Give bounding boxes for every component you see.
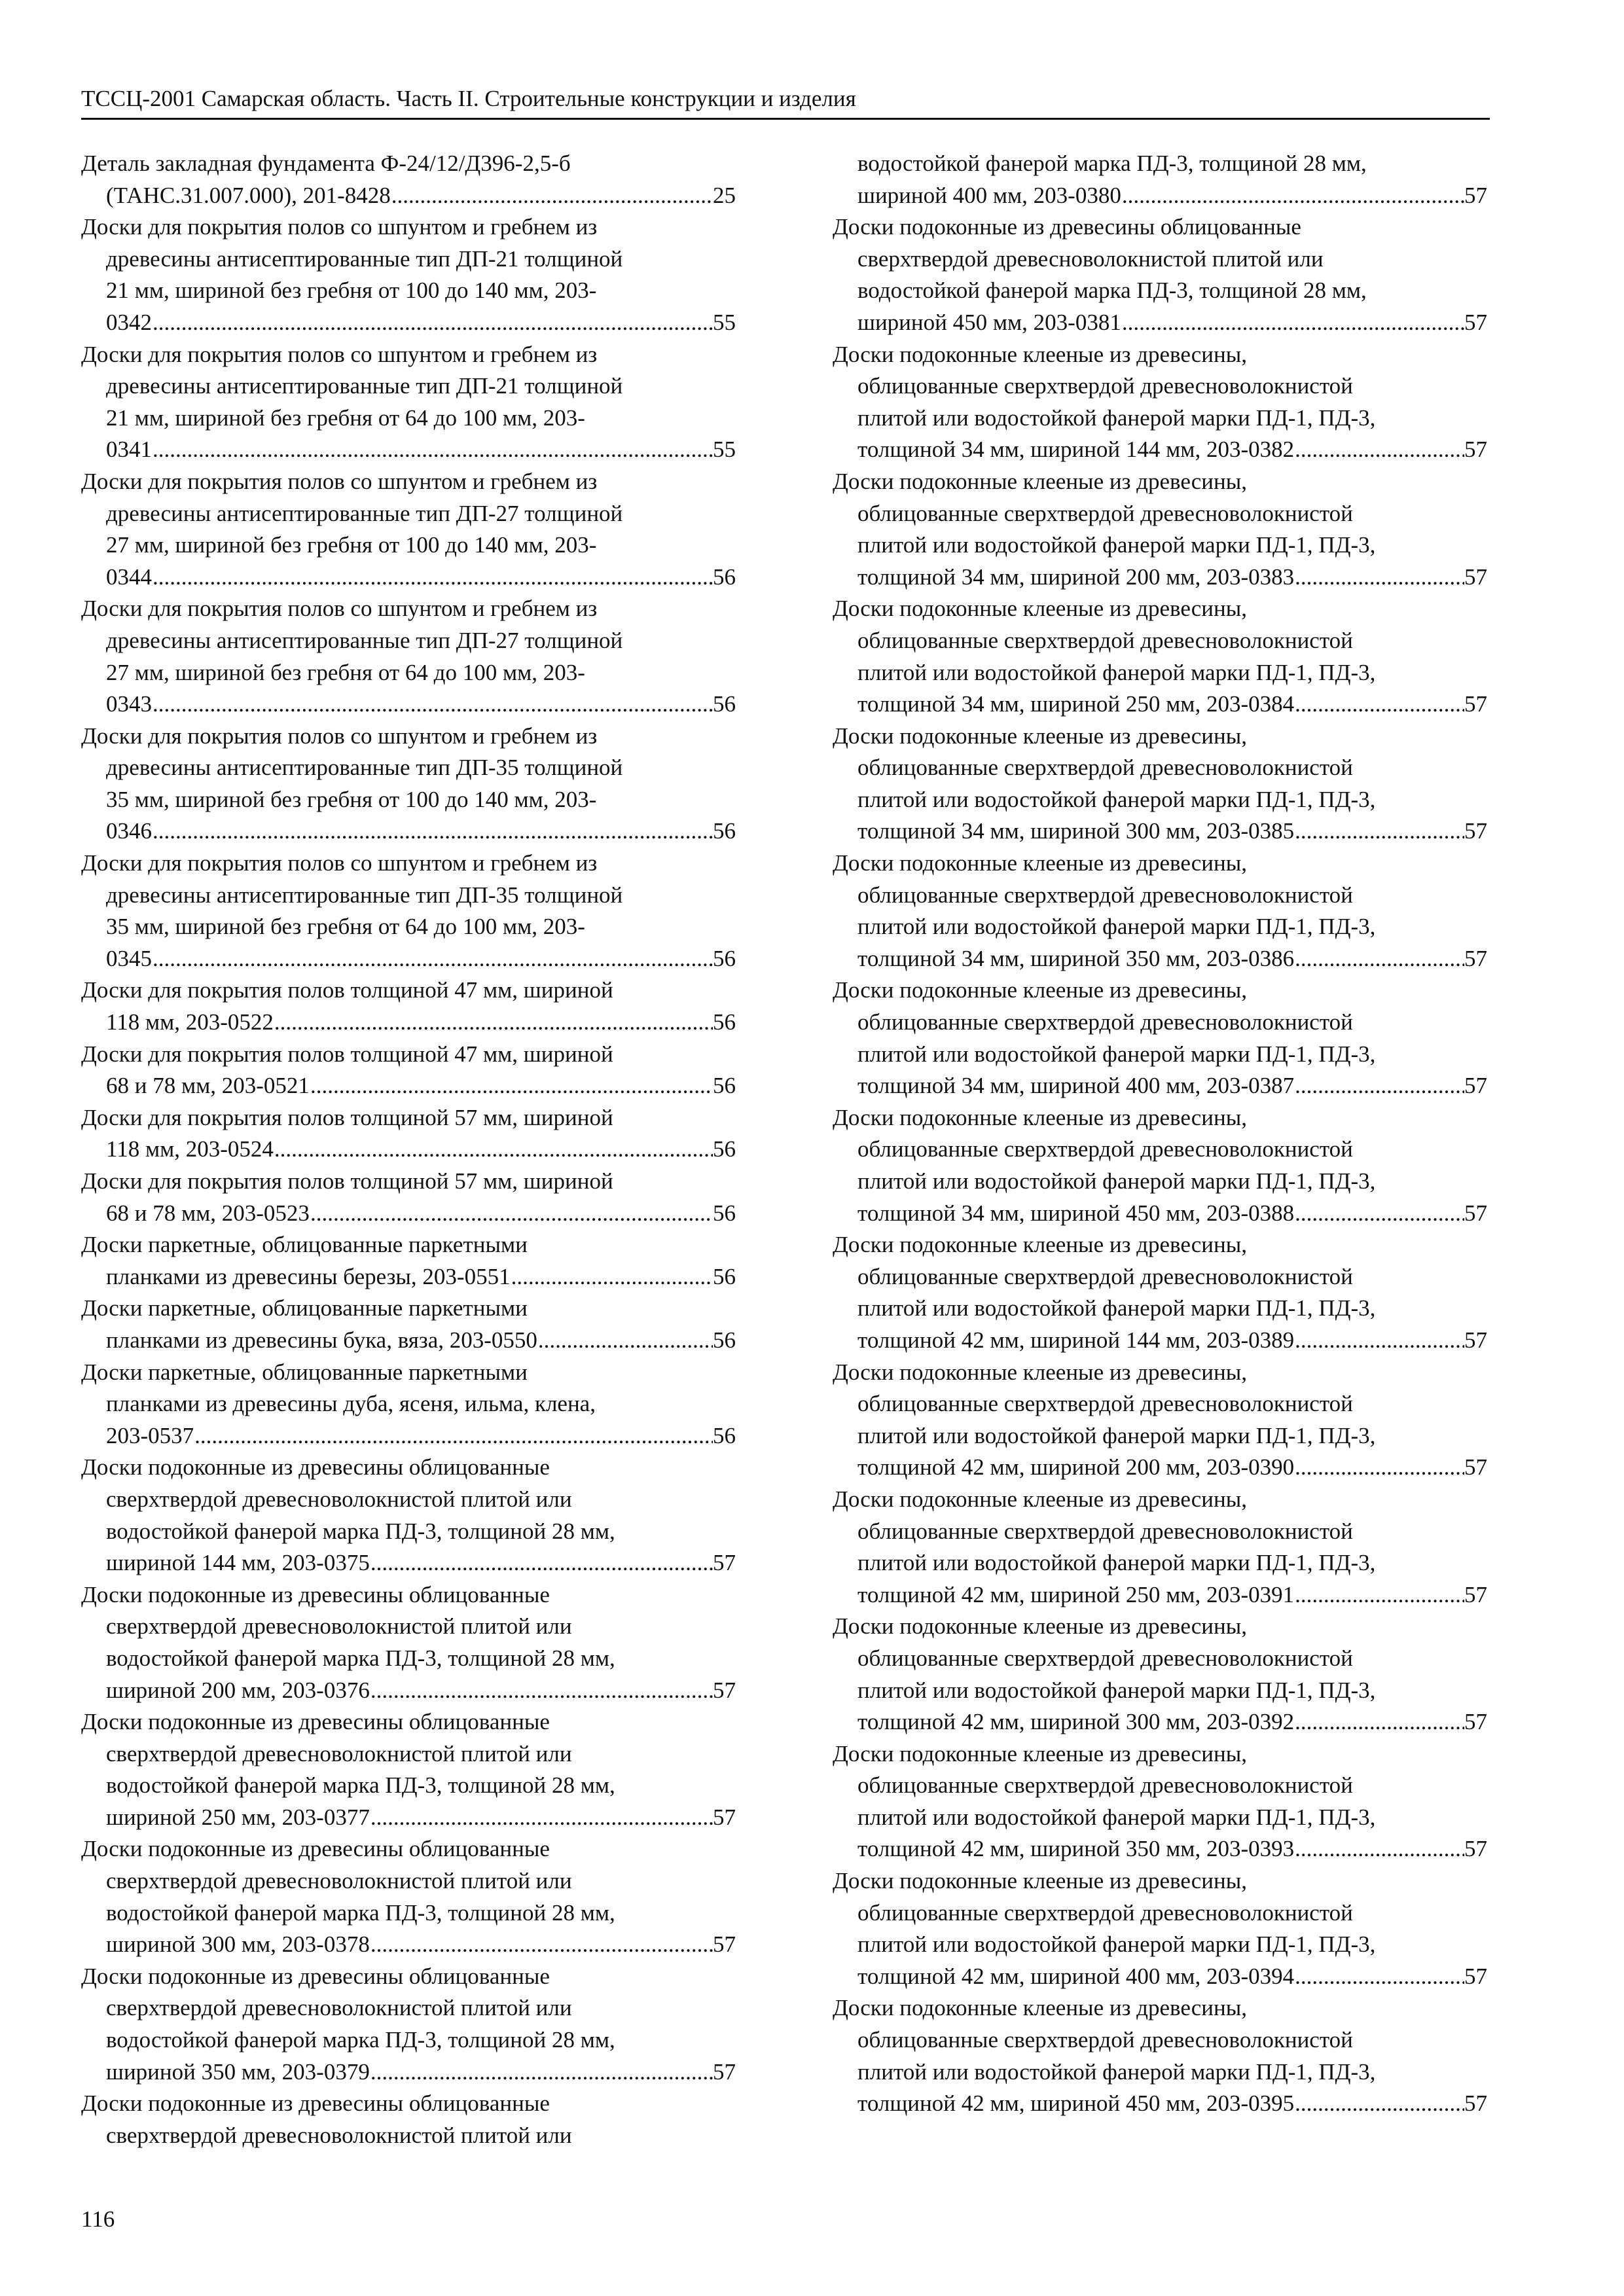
entry-line: Доски для покрытия полов толщиной 57 мм, шириной: [81, 1104, 613, 1130]
entry-line: Доски для покрытия полов со шпунтом и гребнем из: [81, 723, 598, 749]
entry-page-number: 57: [1464, 309, 1487, 335]
entry-page-number: 57: [713, 1931, 736, 1958]
entry-line: Доски подоконные клееные из древесины,: [833, 1104, 1247, 1130]
index-entry: [833, 1611, 1487, 1738]
entry-line: Доски подоконные клееные из древесины,: [833, 596, 1247, 622]
entry-line: плитой или водостойкой фанерой марки ПД-1, ПД-3,: [857, 1295, 1376, 1321]
dot-leader: [370, 1802, 713, 1834]
entry-line: древесины антисептированные тип ДП-35 толщиной: [106, 755, 623, 781]
entry-line: планками из древесины дуба, ясеня, ильма, клена,: [106, 1391, 596, 1417]
entry-line: облицованные сверхтвердой древесноволокнистой: [857, 1136, 1353, 1162]
entry-line: [833, 1579, 1487, 1611]
entry-page-number: 57: [1464, 564, 1487, 590]
entry-line: сверхтвердой древесноволокнистой плитой или: [857, 245, 1324, 272]
index-entry: [81, 1166, 736, 1229]
entry-page-number: 56: [713, 1422, 736, 1448]
entry-text: толщиной 42 мм, шириной 250 мм, 203-0391: [857, 1581, 1295, 1607]
entry-line: Доски подоконные клееные из древесины,: [833, 1740, 1247, 1767]
entry-page-number: 56: [713, 818, 736, 844]
entry-text: толщиной 34 мм, шириной 400 мм, 203-0387: [857, 1073, 1295, 1099]
entry-line: [833, 1070, 1487, 1102]
running-header: ТССЦ-2001 Самарская область. Часть II. Строительные конструкции и изделия: [81, 86, 856, 111]
index-entry: [833, 148, 1487, 211]
entry-line: облицованные сверхтвердой древесноволокнистой: [857, 1899, 1353, 1926]
entry-page-number: 57: [1464, 1709, 1487, 1735]
entry-text: шириной 300 мм, 203-0378: [106, 1931, 370, 1958]
index-entry: [81, 211, 736, 338]
dot-leader: [370, 1547, 713, 1579]
index-entry: [81, 1579, 736, 1706]
dot-leader: [152, 562, 713, 594]
entry-line: [833, 689, 1487, 721]
entry-text: толщиной 34 мм, шириной 350 мм, 203-0386: [857, 945, 1295, 971]
dot-leader: [1294, 1579, 1464, 1611]
entry-line: [81, 1198, 736, 1230]
entry-page-number: 56: [713, 1327, 736, 1353]
entry-page-number: 25: [713, 182, 736, 208]
entry-line: водостойкой фанерой марка ПД-3, толщиной 28 мм,: [106, 1645, 615, 1671]
entry-line: водостойкой фанерой марка ПД-3, толщиной 28 мм,: [106, 1899, 615, 1926]
entry-text: толщиной 34 мм, шириной 200 мм, 203-0383: [857, 564, 1295, 590]
entry-line: облицованные сверхтвердой древесноволокнистой: [857, 1263, 1353, 1289]
entry-line: Доски подоконные из древесины облицованные: [81, 1836, 550, 1862]
page-number: 116: [81, 2206, 115, 2232]
entry-line: Доски подоконные клееные из древесины,: [833, 1232, 1247, 1258]
entry-page-number: 55: [713, 437, 736, 463]
index-entry: [81, 848, 736, 975]
index-entry: [833, 1484, 1487, 1611]
dot-leader: [1294, 1198, 1464, 1230]
entry-line: [833, 1706, 1487, 1738]
entry-line: 35 мм, шириной без гребня от 64 до 100 мм, 203-: [106, 914, 585, 940]
entry-line: Доски подоконные из древесины облицованные: [833, 214, 1301, 240]
index-entry: [81, 1961, 736, 2088]
entry-page-number: 56: [713, 945, 736, 971]
entry-text: 68 и 78 мм, 203-0521: [106, 1073, 310, 1099]
entry-line: плитой или водостойкой фанерой марки ПД-1, ПД-3,: [857, 786, 1376, 812]
dot-leader: [310, 1198, 713, 1230]
index-entry: [81, 1357, 736, 1452]
entry-line: [81, 689, 736, 721]
index-entry: [81, 339, 736, 466]
entry-page-number: 57: [1464, 2090, 1487, 2117]
index-entry: [833, 1229, 1487, 1356]
entry-line: облицованные сверхтвердой древесноволокнистой: [857, 1772, 1353, 1799]
index-entry: [833, 721, 1487, 848]
entry-text: планками из древесины березы, 203-0551: [106, 1263, 511, 1289]
entry-page-number: 57: [1464, 1581, 1487, 1607]
entry-text: 0344: [106, 564, 152, 590]
index-entry: [81, 148, 736, 211]
entry-line: древесины антисептированные тип ДП-27 толщиной: [106, 627, 623, 653]
entry-line: Доски для покрытия полов со шпунтом и гребнем из: [81, 468, 598, 494]
dot-leader: [1121, 180, 1464, 212]
entry-line: сверхтвердой древесноволокнистой плитой или: [106, 1995, 572, 2021]
index-entry: [833, 466, 1487, 593]
entry-text: толщиной 42 мм, шириной 300 мм, 203-0392: [857, 1709, 1295, 1735]
entry-line: древесины антисептированные тип ДП-21 толщиной: [106, 245, 623, 272]
entry-line: Деталь закладная фундамента Ф-24/12/Д396-2,5-б: [81, 151, 571, 176]
entry-line: водостойкой фанерой марка ПД-3, толщиной 28 мм,: [106, 1772, 615, 1799]
entry-line: Доски подоконные клееные из древесины,: [833, 468, 1247, 494]
entry-text: 118 мм, 203-0522: [106, 1009, 274, 1035]
entry-text: 0346: [106, 818, 152, 844]
entry-page-number: 57: [713, 1804, 736, 1830]
entry-line: водостойкой фанерой марка ПД-3, толщиной 28 мм,: [106, 2027, 615, 2053]
entry-line: [833, 307, 1487, 339]
dot-leader: [1294, 1452, 1464, 1484]
entry-line: облицованные сверхтвердой древесноволокнистой: [857, 2027, 1353, 2053]
dot-leader: [1294, 1706, 1464, 1738]
entry-text: 68 и 78 мм, 203-0523: [106, 1200, 310, 1226]
entry-line: сверхтвердой древесноволокнистой плитой или: [106, 1868, 572, 1894]
entry-line: [833, 2088, 1487, 2120]
entry-page-number: 56: [713, 564, 736, 590]
entry-line: Доски подоконные клееные из древесины,: [833, 341, 1247, 367]
entry-text: 118 мм, 203-0524: [106, 1136, 274, 1162]
entry-page-number: 57: [1464, 818, 1487, 844]
entry-text: шириной 350 мм, 203-0379: [106, 2058, 370, 2085]
dot-leader: [1121, 307, 1464, 339]
entry-page-number: 56: [713, 691, 736, 717]
entry-text: (ТАНС.31.007.000), 201-8428: [106, 182, 391, 208]
entry-line: Доски для покрытия полов толщиной 47 мм, шириной: [81, 1041, 613, 1067]
index-entry: [81, 1102, 736, 1166]
entry-page-number: 57: [1464, 1963, 1487, 1989]
dot-leader: [1294, 1325, 1464, 1357]
dot-leader: [1294, 434, 1464, 466]
entry-text: толщиной 34 мм, шириной 144 мм, 203-0382: [857, 437, 1295, 463]
dot-leader: [370, 1929, 713, 1961]
entry-text: планками из древесины бука, вяза, 203-0550: [106, 1327, 537, 1353]
entry-line: [81, 307, 736, 339]
index-entry: [81, 593, 736, 720]
entry-page-number: 56: [713, 1263, 736, 1289]
entry-line: [833, 180, 1487, 212]
entry-page-number: 56: [713, 1009, 736, 1035]
entry-line: сверхтвердой древесноволокнистой плитой или: [106, 2122, 572, 2148]
dot-leader: [511, 1261, 713, 1293]
entry-line: сверхтвердой древесноволокнистой плитой или: [106, 1486, 572, 1512]
header-rule: [81, 118, 1490, 120]
entry-line: Доски подоконные клееные из древесины,: [833, 1868, 1247, 1894]
index-entry: [833, 1102, 1487, 1229]
entry-line: облицованные сверхтвердой древесноволокнистой: [857, 1391, 1353, 1417]
entry-line: [81, 2056, 736, 2089]
dot-leader: [1294, 1833, 1464, 1865]
index-entry: [81, 1706, 736, 1833]
entry-line: плитой или водостойкой фанерой марки ПД-1, ПД-3,: [857, 1168, 1376, 1194]
dot-leader: [152, 816, 713, 848]
entry-line: Доски для покрытия полов со шпунтом и гребнем из: [81, 341, 598, 367]
entry-line: [833, 1961, 1487, 1993]
entry-line: Доски подоконные клееные из древесины,: [833, 1995, 1247, 2021]
entry-page-number: 57: [1464, 945, 1487, 971]
entry-line: Доски подоконные клееные из древесины,: [833, 723, 1247, 749]
entry-line: Доски подоконные клееные из древесины,: [833, 850, 1247, 876]
entry-line: [833, 1325, 1487, 1357]
entry-page-number: 57: [1464, 182, 1487, 208]
entry-line: Доски для покрытия полов толщиной 57 мм, шириной: [81, 1168, 613, 1194]
entry-page-number: 56: [713, 1200, 736, 1226]
index-entry: [81, 1452, 736, 1579]
dot-leader: [1294, 689, 1464, 721]
entry-line: плитой или водостойкой фанерой марки ПД-1, ПД-3,: [857, 1677, 1376, 1703]
entry-line: 21 мм, шириной без гребня от 64 до 100 мм, 203-: [106, 404, 585, 431]
dot-leader: [370, 2056, 713, 2089]
entry-page-number: 57: [713, 1550, 736, 1576]
entry-text: 0341: [106, 437, 152, 463]
entry-line: облицованные сверхтвердой древесноволокнистой: [857, 627, 1353, 653]
entry-line: [81, 1675, 736, 1707]
index-entry: [81, 1833, 736, 1960]
index-entry: [81, 721, 736, 848]
entry-line: 21 мм, шириной без гребня от 100 до 140 мм, 203-: [106, 278, 597, 304]
index-entry: [833, 1865, 1487, 1992]
entry-page-number: 57: [1464, 1836, 1487, 1862]
entry-line: Доски подоконные из древесины облицованные: [81, 1454, 550, 1480]
entry-text: 0345: [106, 945, 152, 971]
index-entry: [833, 975, 1487, 1102]
entry-line: древесины антисептированные тип ДП-27 толщиной: [106, 500, 623, 526]
entry-line: Доски паркетные, облицованные паркетными: [81, 1359, 528, 1385]
dot-leader: [152, 434, 713, 466]
index-column-right: [833, 148, 1487, 2120]
entry-line: Доски для покрытия полов толщиной 47 мм, шириной: [81, 977, 613, 1003]
entry-line: плитой или водостойкой фанерой марки ПД-1, ПД-3,: [857, 1041, 1376, 1067]
entry-line: Доски подоконные из древесины облицованные: [81, 1581, 550, 1607]
entry-line: [81, 1420, 736, 1452]
dot-leader: [1294, 943, 1464, 975]
dot-leader: [1294, 562, 1464, 594]
entry-line: облицованные сверхтвердой древесноволокнистой: [857, 1518, 1353, 1544]
entry-text: шириной 400 мм, 203-0380: [857, 182, 1121, 208]
index-entry: [81, 466, 736, 593]
entry-line: [81, 1070, 736, 1102]
entry-line: плитой или водостойкой фанерой марки ПД-1, ПД-3,: [857, 1422, 1376, 1448]
index-entry: [833, 1738, 1487, 1865]
index-entry: [833, 593, 1487, 720]
entry-line: плитой или водостойкой фанерой марки ПД-1, ПД-3,: [857, 1931, 1376, 1958]
entry-line: [833, 562, 1487, 594]
entry-line: [81, 1261, 736, 1293]
entry-line: [81, 943, 736, 975]
entry-line: плитой или водостойкой фанерой марки ПД-1, ПД-3,: [857, 2058, 1376, 2085]
entry-line: [81, 1325, 736, 1357]
entry-page-number: 57: [1464, 1200, 1487, 1226]
dot-leader: [152, 307, 713, 339]
dot-leader: [194, 1420, 713, 1452]
dot-leader: [1294, 816, 1464, 848]
entry-line: плитой или водостойкой фанерой марки ПД-1, ПД-3,: [857, 659, 1376, 685]
dot-leader: [274, 1134, 713, 1166]
entry-line: 27 мм, шириной без гребня от 100 до 140 мм, 203-: [106, 532, 597, 558]
entry-line: плитой или водостойкой фанерой марки ПД-1, ПД-3,: [857, 532, 1376, 558]
entry-line: [81, 1802, 736, 1834]
entry-line: [833, 1833, 1487, 1865]
entry-page-number: 57: [713, 2058, 736, 2085]
entry-line: 27 мм, шириной без гребня от 64 до 100 мм, 203-: [106, 659, 585, 685]
entry-text: 0342: [106, 309, 152, 335]
entry-line: [81, 1134, 736, 1166]
entry-line: Доски подоконные клееные из древесины,: [833, 1486, 1247, 1512]
entry-line: Доски подоконные из древесины облицованные: [81, 2090, 550, 2117]
index-entry: [833, 848, 1487, 975]
entry-line: облицованные сверхтвердой древесноволокнистой: [857, 882, 1353, 908]
entry-line: [81, 180, 736, 212]
entry-line: [833, 816, 1487, 848]
entry-page-number: 57: [1464, 691, 1487, 717]
entry-text: шириной 450 мм, 203-0381: [857, 309, 1121, 335]
entry-line: водостойкой фанерой марка ПД-3, толщиной 28 мм,: [857, 278, 1367, 304]
entry-text: толщиной 34 мм, шириной 450 мм, 203-0388: [857, 1200, 1295, 1226]
dot-leader: [1294, 1070, 1464, 1102]
entry-text: толщиной 42 мм, шириной 200 мм, 203-0390: [857, 1454, 1295, 1480]
entry-page-number: 57: [713, 1677, 736, 1703]
entry-text: 0343: [106, 691, 152, 717]
index-entry: [833, 339, 1487, 466]
dot-leader: [391, 180, 713, 212]
entry-text: толщиной 42 мм, шириной 400 мм, 203-0394: [857, 1963, 1295, 1989]
entry-line: [81, 562, 736, 594]
entry-line: плитой или водостойкой фанерой марки ПД-1, ПД-3,: [857, 1804, 1376, 1830]
index-entry: [833, 211, 1487, 338]
entry-text: 203-0537: [106, 1422, 194, 1448]
entry-line: [833, 1452, 1487, 1484]
entry-line: [81, 1547, 736, 1579]
entry-line: [81, 816, 736, 848]
entry-line: Доски для покрытия полов со шпунтом и гребнем из: [81, 214, 598, 240]
entry-line: плитой или водостойкой фанерой марки ПД-1, ПД-3,: [857, 1550, 1376, 1576]
entry-line: Доски паркетные, облицованные паркетными: [81, 1295, 528, 1321]
index-entry: [833, 1357, 1487, 1484]
entry-line: Доски подоконные из древесины облицованные: [81, 1709, 550, 1735]
index-entry: [833, 1992, 1487, 2119]
entry-line: плитой или водостойкой фанерой марки ПД-1, ПД-3,: [857, 914, 1376, 940]
entry-page-number: 57: [1464, 437, 1487, 463]
entry-line: облицованные сверхтвердой древесноволокнистой: [857, 1009, 1353, 1035]
entry-line: Доски для покрытия полов со шпунтом и гребнем из: [81, 850, 598, 876]
entry-text: шириной 144 мм, 203-0375: [106, 1550, 370, 1576]
entry-line: облицованные сверхтвердой древесноволокнистой: [857, 1645, 1353, 1671]
dot-leader: [310, 1070, 713, 1102]
entry-line: водостойкой фанерой марка ПД-3, толщиной 28 мм,: [857, 151, 1367, 176]
index-entry: [81, 1229, 736, 1293]
entry-line: облицованные сверхтвердой древесноволокнистой: [857, 373, 1353, 399]
index-column-left: [81, 148, 736, 2151]
entry-line: Доски для покрытия полов со шпунтом и гребнем из: [81, 596, 598, 622]
index-entry: [81, 1293, 736, 1356]
entry-text: толщиной 42 мм, шириной 450 мм, 203-0395: [857, 2090, 1295, 2117]
index-entry: [81, 1039, 736, 1102]
dot-leader: [1294, 2088, 1464, 2120]
entry-page-number: 57: [1464, 1073, 1487, 1099]
entry-text: толщиной 42 мм, шириной 350 мм, 203-0393: [857, 1836, 1295, 1862]
entry-line: сверхтвердой древесноволокнистой плитой или: [106, 1613, 572, 1640]
entry-line: [833, 943, 1487, 975]
entry-line: [81, 1007, 736, 1039]
entry-text: шириной 200 мм, 203-0376: [106, 1677, 370, 1703]
entry-line: Доски подоконные клееные из древесины,: [833, 1359, 1247, 1385]
dot-leader: [152, 943, 713, 975]
entry-line: [833, 1198, 1487, 1230]
entry-text: толщиной 42 мм, шириной 144 мм, 203-0389: [857, 1327, 1295, 1353]
entry-text: шириной 250 мм, 203-0377: [106, 1804, 370, 1830]
entry-line: 35 мм, шириной без гребня от 100 до 140 мм, 203-: [106, 786, 597, 812]
entry-line: плитой или водостойкой фанерой марки ПД-1, ПД-3,: [857, 404, 1376, 431]
entry-line: [81, 1929, 736, 1961]
entry-line: древесины антисептированные тип ДП-35 толщиной: [106, 882, 623, 908]
entry-line: Доски подоконные из древесины облицованные: [81, 1963, 550, 1989]
entry-line: облицованные сверхтвердой древесноволокнистой: [857, 755, 1353, 781]
index-entry: [81, 2088, 736, 2151]
entry-line: облицованные сверхтвердой древесноволокнистой: [857, 500, 1353, 526]
entry-page-number: 57: [1464, 1327, 1487, 1353]
entry-line: водостойкой фанерой марка ПД-3, толщиной 28 мм,: [106, 1518, 615, 1544]
entry-text: толщиной 34 мм, шириной 250 мм, 203-0384: [857, 691, 1295, 717]
entry-page-number: 56: [713, 1136, 736, 1162]
entry-line: Доски паркетные, облицованные паркетными: [81, 1232, 528, 1258]
entry-page-number: 56: [713, 1073, 736, 1099]
dot-leader: [370, 1675, 713, 1707]
index-entry: [81, 975, 736, 1038]
dot-leader: [274, 1007, 713, 1039]
entry-line: [81, 434, 736, 466]
entry-line: древесины антисептированные тип ДП-21 толщиной: [106, 373, 623, 399]
entry-page-number: 57: [1464, 1454, 1487, 1480]
dot-leader: [537, 1325, 713, 1357]
entry-page-number: 55: [713, 309, 736, 335]
dot-leader: [1294, 1961, 1464, 1993]
entry-line: [833, 434, 1487, 466]
dot-leader: [152, 689, 713, 721]
entry-line: Доски подоконные клееные из древесины,: [833, 977, 1247, 1003]
entry-text: толщиной 34 мм, шириной 300 мм, 203-0385: [857, 818, 1295, 844]
entry-line: сверхтвердой древесноволокнистой плитой или: [106, 1740, 572, 1767]
entry-line: Доски подоконные клееные из древесины,: [833, 1613, 1247, 1640]
